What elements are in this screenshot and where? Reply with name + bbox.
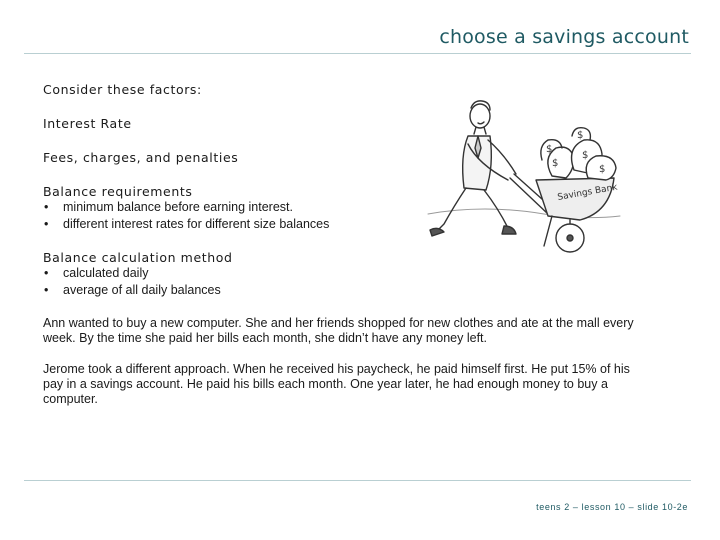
- list-item: • minimum balance before earning interest.: [43, 199, 643, 216]
- money-sign-4: $: [546, 144, 553, 155]
- factor-fees: Fees, charges, and penalties: [43, 150, 239, 165]
- balance-requirements-heading: Balance requirements: [43, 184, 193, 199]
- money-sign-2: $: [582, 150, 589, 161]
- top-divider: [24, 53, 691, 54]
- factors-heading: Consider these factors:: [43, 82, 202, 97]
- money-sign-3: $: [599, 164, 606, 175]
- ann-paragraph: Ann wanted to buy a new computer. She and her friends shopped for new clothes and ate at the mall every week. By the time she paid her bills each month, she didn’t have any money left.: [43, 316, 634, 345]
- slide-title: choose a savings account: [439, 26, 689, 48]
- man-pushing-wheelbarrow-illustration: [424, 96, 628, 258]
- wheelbarrow-label: Savings Bank: [556, 182, 619, 203]
- list-item: • average of all daily balances: [43, 282, 643, 299]
- money-sign-5: $: [577, 130, 584, 141]
- list-item: • different interest rates for different size balances: [43, 216, 643, 233]
- bottom-divider: [24, 480, 691, 481]
- slide-footer: teens 2 – lesson 10 – slide 10-2e: [536, 502, 688, 512]
- balance-calculation-list: [43, 265, 643, 299]
- money-sign-1: $: [552, 158, 559, 169]
- list-item: • calculated daily: [43, 265, 643, 282]
- jerome-paragraph: Jerome took a different approach. When he received his paycheck, he paid himself first. He put 15% of his pay in a savings account. He paid his bills each month. One year later, he had enough money to buy a computer.: [43, 362, 630, 406]
- balance-calculation-heading: Balance calculation method: [43, 250, 233, 265]
- factor-interest-rate: Interest Rate: [43, 116, 132, 131]
